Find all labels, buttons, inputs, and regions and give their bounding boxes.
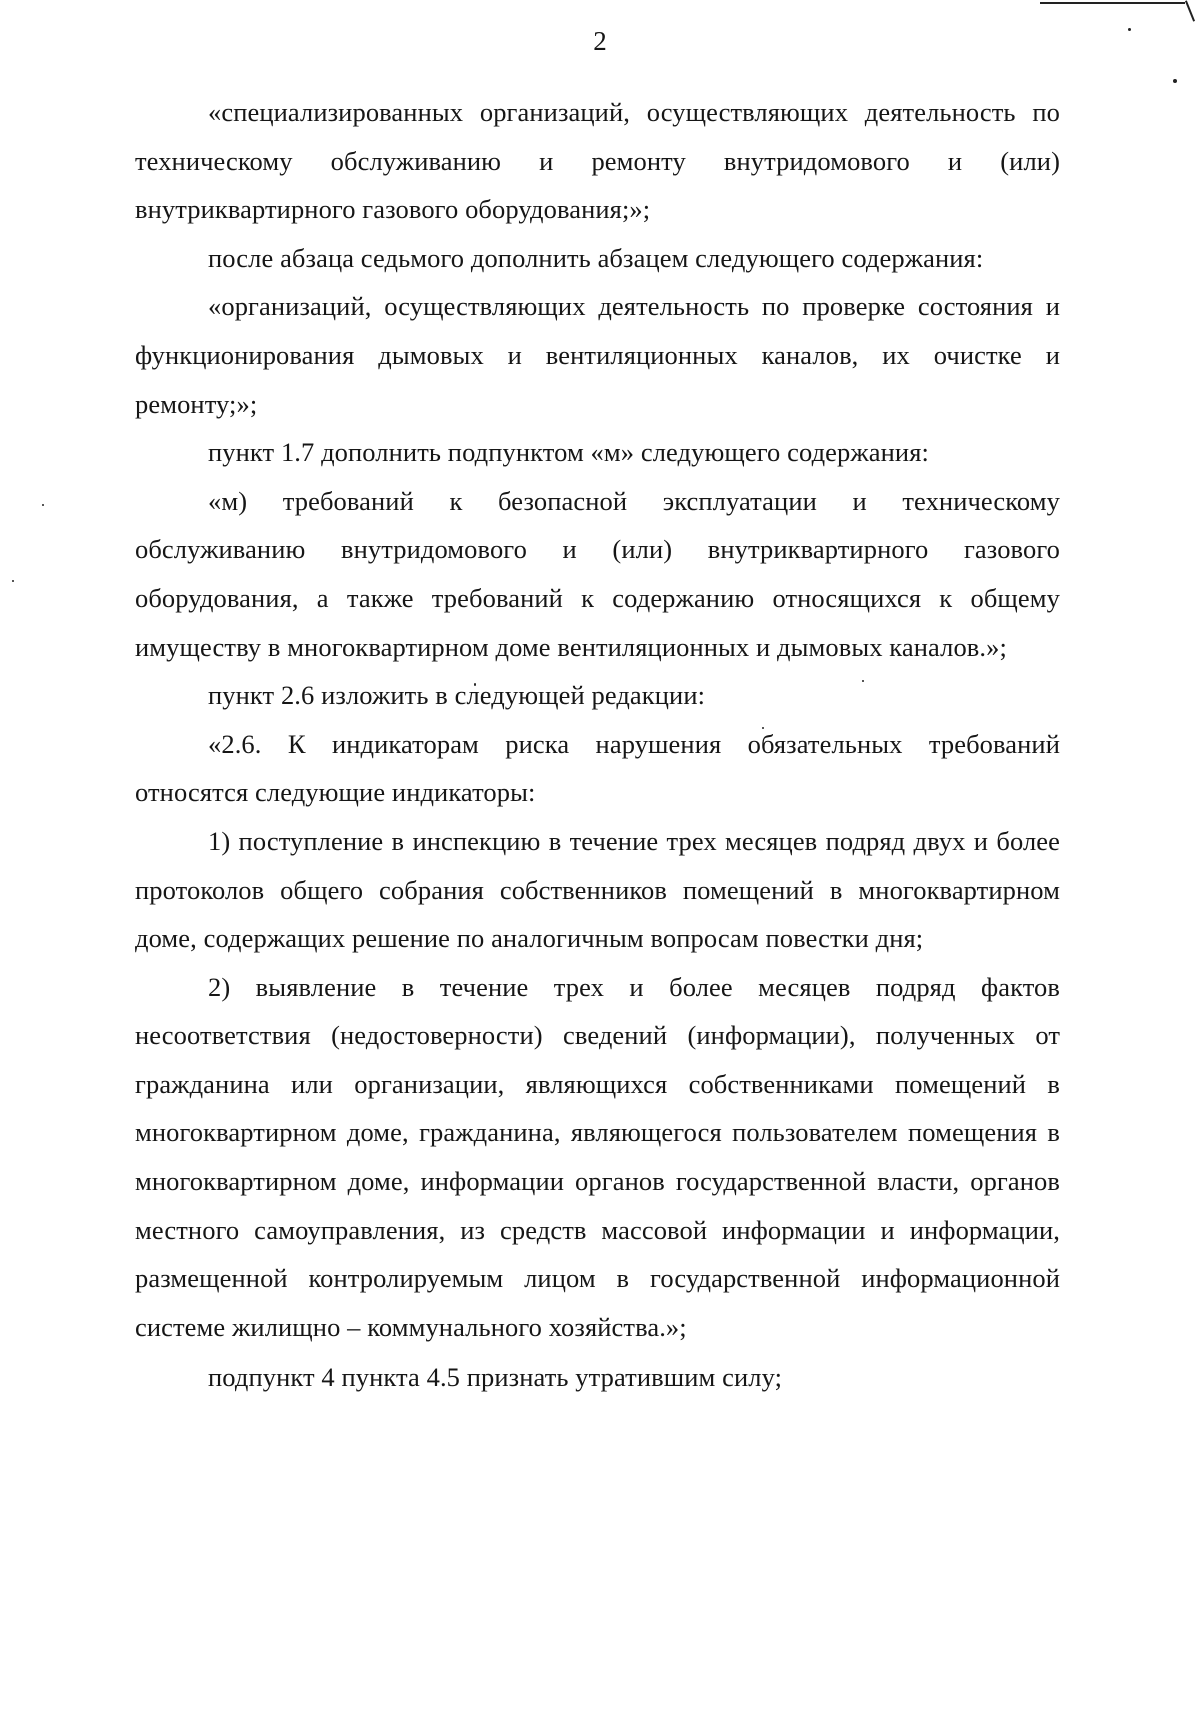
scan-speck [42, 504, 44, 506]
scan-speck [12, 580, 14, 582]
paragraph: «м) требований к безопасной эксплуатации и техническому обслуживанию внутридомового и (или) внутриквартирного газового оборудования, а также требований к содержанию относящихся к общему имуществу в многоквартирном доме вентиляционных и дымовых каналов.»; [135, 485, 1060, 662]
paragraph: пункт 2.6 изложить в следующей редакции: [208, 680, 706, 711]
scan-corner-tick [1185, 0, 1195, 21]
scan-speck [1173, 79, 1177, 83]
paragraph: «специализированных организаций, осуществляющих деятельность по техническому обслуживанию и ремонту внутридомового и (или) внутриквартирного газового оборудования;»; [135, 97, 1060, 225]
page-number: 2 [593, 26, 607, 56]
paragraph: «2.6. К индикаторам риска нарушения обязательных требований относятся следующие индикаторы: [135, 728, 1060, 808]
scan-speck [1128, 28, 1131, 31]
paragraph: «организаций, осуществляющих деятельность по проверке состояния и функционирования дымовых и вентиляционных каналов, их очистке и ремонту;»; [135, 291, 1060, 419]
paragraph: пункт 1.7 дополнить подпунктом «м» следующего содержания: [208, 437, 929, 468]
paragraph: после абзаца седьмого дополнить абзацем следующего содержания: [208, 242, 984, 273]
paragraph: 1) поступление в инспекцию в течение трех месяцев подряд двух и более протоколов общего собрания собственников помещений в многоквартирном доме, содержащих решение по аналогичным вопросам повестки дня; [135, 825, 1060, 954]
document-body [135, 88, 1060, 1402]
paragraph: 2) выявление в течение трех и более месяцев подряд фактов несоответствия (недостоверности) сведений (информации), полученных от гражданина или организации, являющихся собственниками помещений в многоквартирном доме, гражданина, являющегося пользователем помещения в многоквартирном доме, информации органов государственной власти, органов местного самоуправления, из средств массовой информации и информации, размещенной контролируемым лицом в государственной информационной системе жилищно – коммунального хозяйства.»; [135, 971, 1060, 1342]
paragraph: подпункт 4 пункта 4.5 признать утратившим силу; [208, 1362, 783, 1393]
scan-top-rule [1040, 2, 1185, 4]
